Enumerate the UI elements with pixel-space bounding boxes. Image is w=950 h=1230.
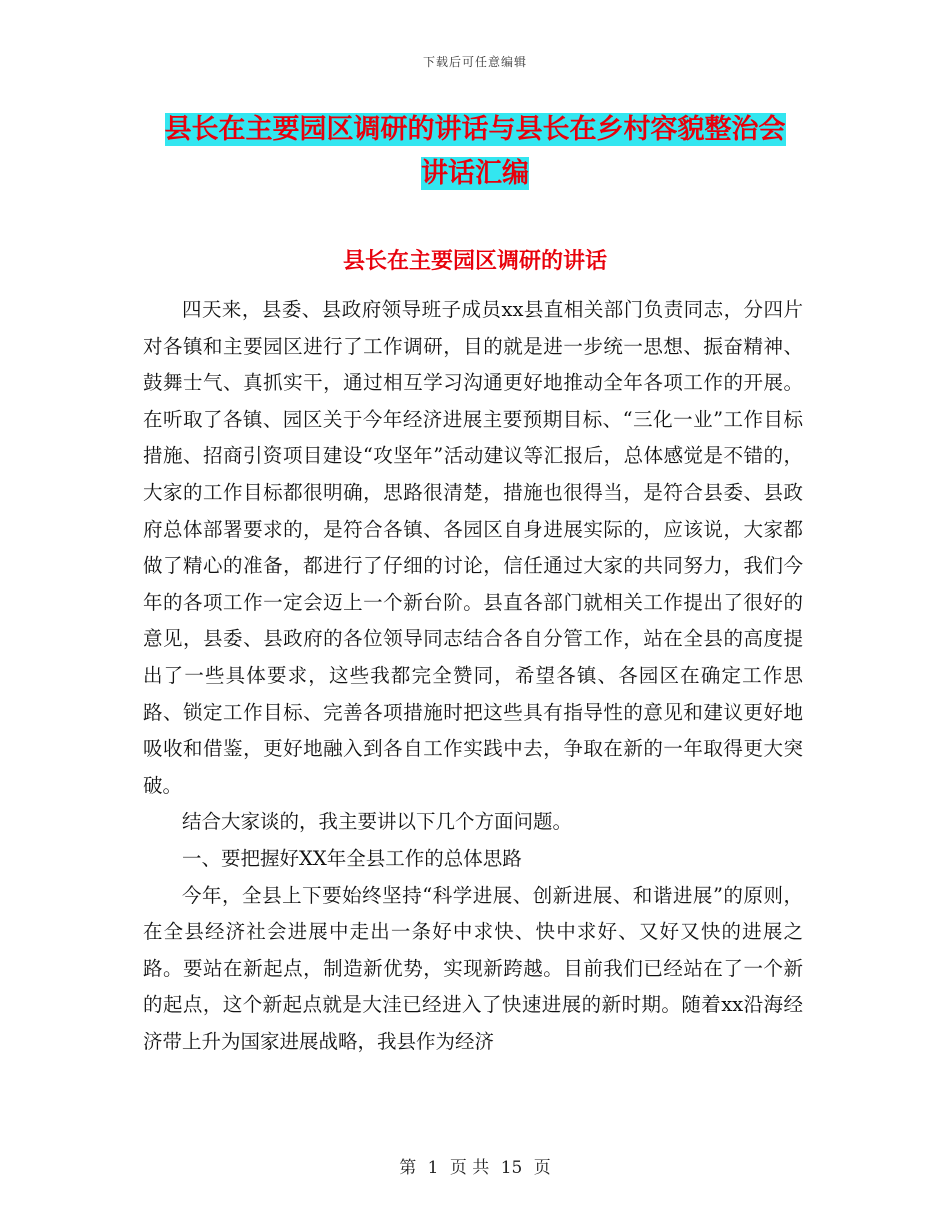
page-prefix: 第 bbox=[399, 1158, 417, 1178]
page-mid: 页 共 bbox=[449, 1158, 490, 1178]
document-title-line1: 县长在主要园区调研的讲话与县长在乡村容貌整治会 bbox=[164, 114, 786, 145]
document-title-line2: 讲话汇编 bbox=[421, 158, 529, 189]
section-title: 县长在主要园区调研的讲话 bbox=[342, 249, 607, 274]
header-note: 下载后可任意编辑 bbox=[422, 55, 527, 69]
page-suffix: 页 bbox=[533, 1158, 551, 1178]
document-body bbox=[143, 292, 803, 1060]
page-total: 15 bbox=[500, 1158, 523, 1178]
document-title bbox=[150, 108, 800, 196]
paragraph: 四天来，县委、县政府领导班子成员xx县直相关部门负责同志，分四片对各镇和主要园区进行了工作调研，目的就是进一步统一思想、振奋精神、鼓舞士气、真抓实干，通过相互学习沟通更好地推动全年各项工作的开展。在听取了各镇、园区关于今年经济进展主要预期目标、“三化一业”工作目标措施、招商引资项目建设“攻坚年”活动建议等汇报后，总体感觉是不错的，大家的工作目标都很明确，思路很清楚，措施也很得当，是符合县委、县政府总体部署要求的，是符合各镇、各园区自身进展实际的，应该说，大家都做了精心的准备，都进行了仔细的讨论，信任通过大家的共同努力，我们今年的各项工作一定会迈上一个新台阶。县直各部门就相关工作提出了很好的意见，县委、县政府的各位领导同志结合各自分管工作，站在全县的高度提出了一些具体要求，这些我都完全赞同，希望各镇、各园区在确定工作思路、锁定工作目标、完善各项措施时把这些具有指导性的意见和建议更好地吸收和借鉴，更好地融入到各自工作实践中去，争取在新的一年取得更大突破。 bbox=[143, 298, 803, 797]
page-number: 1 bbox=[427, 1158, 439, 1178]
paragraph: 今年，全县上下要始终坚持“科学进展、创新进展、和谐进展”的原则，在全县经济社会进展中走出一条好中求快、快中求好、又好又快的进展之路。要站在新起点，制造新优势，实现新跨越。目前我们已经站在了一个新的起点，这个新起点就是大洼已经进入了快速进展的新时期。随着xx沿海经济带上升为国家进展战略，我县作为经济 bbox=[143, 883, 803, 1053]
paragraph: 结合大家谈的，我主要讲以下几个方面问题。 bbox=[182, 810, 573, 834]
paragraph: 一、要把握好XX年全县工作的总体思路 bbox=[182, 846, 522, 870]
page-footer bbox=[0, 1153, 950, 1178]
